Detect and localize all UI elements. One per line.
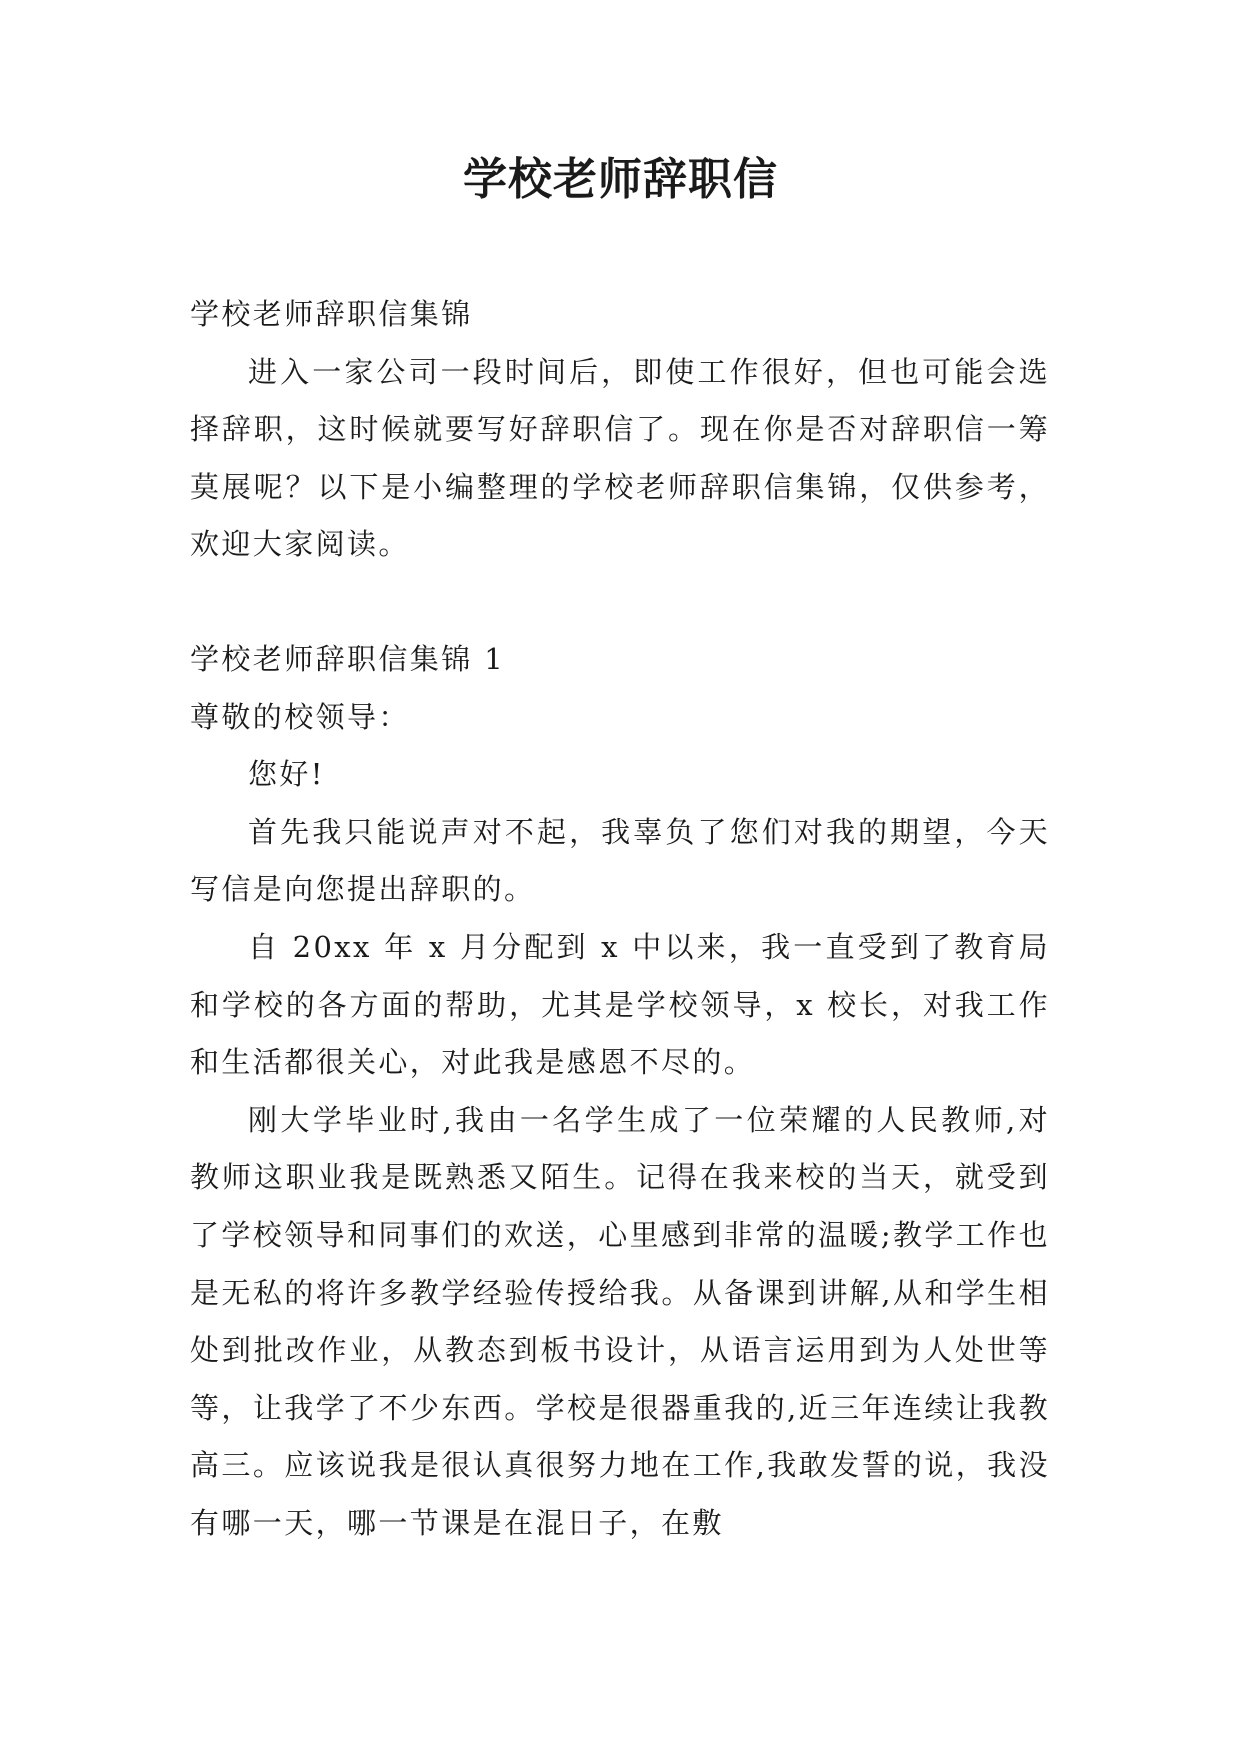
body-paragraph-2: 自 20xx 年 x 月分配到 x 中以来，我一直受到了教育局和学校的各方面的帮助，尤其是学校领导，x 校长，对我工作和生活都很关心，对此我是感恩不尽的。: [190, 929, 1050, 1080]
body-paragraph-3: 刚大学毕业时,我由一名学生成了一位荣耀的人民教师,对教师这职业我是既熟悉又陌生。记得在我来校的当天，就受到了学校领导和同事们的欢送，心里感到非常的温暖;教学工作也是无私的将许多教学经验传授给我。从备课到讲解,从和学生相处到批改作业，从教态到板书设计，从语言运用到为人处世等等，让我学了不少东西。学校是很器重我的,近三年连续让我教高三。应该说我是很认真很努力地在工作,我敢发誓的说，我没有哪一天，哪一节课是在混日子，在敷: [190, 1102, 1050, 1540]
section-heading: 学校老师辞职信集锦 1: [190, 641, 506, 676]
document-body: [190, 286, 1050, 1552]
intro-paragraph: 进入一家公司一段时间后，即使工作很好，但也可能会选择辞职，这时候就要写好辞职信了。现在你是否对辞职信一筹莫展呢？以下是小编整理的学校老师辞职信集锦，仅供参考，欢迎大家阅读。: [190, 354, 1050, 562]
body-paragraph-1: 首先我只能说声对不起，我辜负了您们对我的期望，今天写信是向您提出辞职的。: [190, 814, 1050, 907]
salutation: 尊敬的校领导：: [190, 699, 410, 734]
collection-heading: 学校老师辞职信集锦: [190, 297, 473, 331]
greeting: 您好!: [248, 757, 325, 792]
document-title: 学校老师辞职信: [463, 154, 778, 205]
